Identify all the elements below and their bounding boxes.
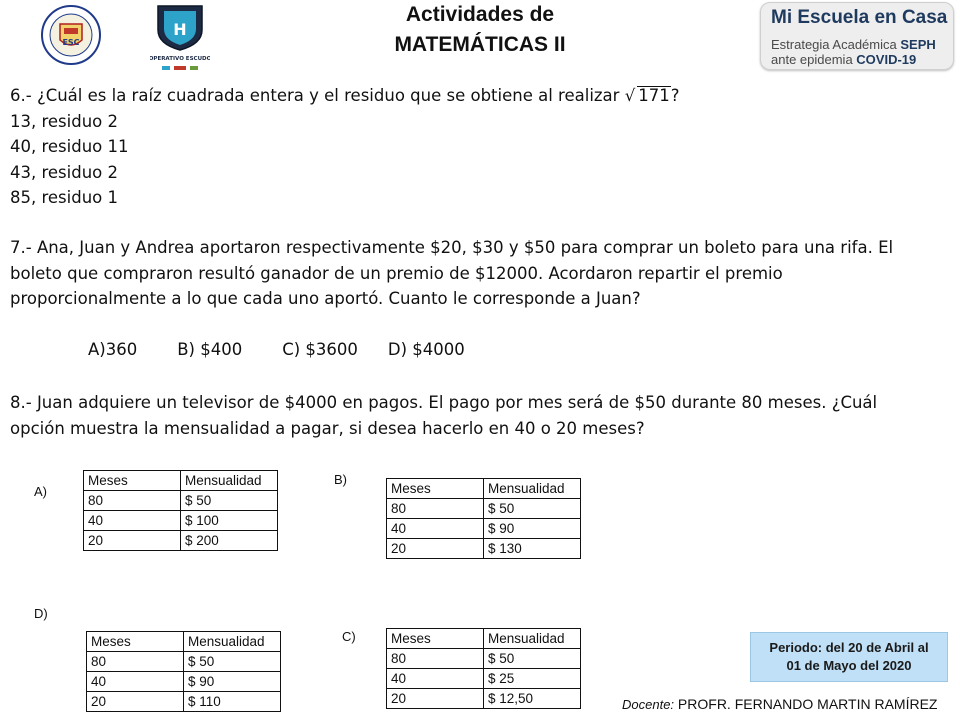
table-row: Meses Mensualidad xyxy=(387,629,581,649)
docente-label: Docente: xyxy=(622,697,675,712)
option-c: C) $3600 xyxy=(282,340,358,359)
table-row: Meses Mensualidad xyxy=(87,632,281,652)
table-a xyxy=(83,470,278,551)
table-row: 80 $ 50 xyxy=(387,499,581,519)
question-6 xyxy=(10,83,679,211)
seal-logo-text: ESC xyxy=(62,38,80,47)
table-row: 80 $ 50 xyxy=(387,649,581,669)
title-line-1: Actividades de xyxy=(405,3,555,26)
badge-line-2: ante epidemia COVID-19 xyxy=(771,52,917,67)
question-6-answer-1: 13, residuo 2 xyxy=(10,111,119,131)
table-row: Meses Mensualidad xyxy=(387,479,581,499)
table-row: 80 $ 50 xyxy=(84,491,278,511)
table-row: 40 $ 90 xyxy=(387,519,581,539)
table-d xyxy=(86,631,281,712)
operativo-escudo-logo xyxy=(150,2,210,76)
mi-escuela-en-casa-badge xyxy=(760,2,954,70)
periodo-line-2: 01 de Mayo del 2020 xyxy=(786,658,912,673)
table-row: 20 $ 200 xyxy=(84,531,278,551)
table-b-label: B) xyxy=(334,472,347,487)
question-7-line-2: boleto que compraron resultó ganador de un premio de $12000. Acordaron repartir el premio xyxy=(10,263,783,283)
title-line-2: MATEMÁTICAS II xyxy=(394,33,566,56)
badge-title: Mi Escuela en Casa xyxy=(771,7,948,28)
table-d-label: D) xyxy=(34,606,48,621)
radicand: 171 xyxy=(638,86,670,105)
page-title xyxy=(300,0,660,60)
table-row: 40 $ 90 xyxy=(87,672,281,692)
table-row: 20 $ 110 xyxy=(87,692,281,712)
badge-line-1: Estrategia Académica SEPH xyxy=(771,37,936,52)
option-b: B) $400 xyxy=(177,340,243,359)
periodo-box xyxy=(750,632,948,682)
table-c xyxy=(386,628,581,709)
school-seal-logo xyxy=(40,4,102,66)
svg-text:H: H xyxy=(173,20,187,39)
question-6-text: 6.- ¿Cuál es la raíz cuadrada entera y el residuo que se obtiene al realizar √ 171? xyxy=(10,86,680,105)
question-6-answer-3: 43, residuo 2 xyxy=(10,162,119,182)
square-root-sign: √ xyxy=(624,86,636,105)
table-row: 20 $ 12,50 xyxy=(387,689,581,709)
option-d: D) $4000 xyxy=(387,340,465,359)
question-7 xyxy=(10,235,893,312)
question-7-options xyxy=(88,337,505,362)
option-a: A)360 xyxy=(88,340,138,359)
table-c-label: C) xyxy=(342,629,356,644)
table-row: 40 $ 100 xyxy=(84,511,278,531)
table-row: 40 $ 25 xyxy=(387,669,581,689)
question-6-answer-4: 85, residuo 1 xyxy=(10,188,119,208)
periodo-line-1: Periodo: del 20 de Abril al xyxy=(769,640,929,655)
docente-name: PROFR. FERNANDO MARTIN RAMÍREZ xyxy=(674,696,938,712)
table-row: Meses Mensualidad xyxy=(84,471,278,491)
question-8-line-2: opción muestra la mensualidad a pagar, si desea hacerlo en 40 o 20 meses? xyxy=(10,418,645,438)
shield-logo-text: OPERATIVO ESCUDO xyxy=(150,56,210,62)
table-row: 80 $ 50 xyxy=(87,652,281,672)
docente-credit xyxy=(622,696,937,712)
question-7-line-1: 7.- Ana, Juan y Andrea aportaron respectivamente $20, $30 y $50 para comprar un boleto para una rifa. El xyxy=(10,238,894,257)
table-a-label: A) xyxy=(34,484,47,499)
table-row: 20 $ 130 xyxy=(387,539,581,559)
question-6-answer-2: 40, residuo 11 xyxy=(10,137,129,157)
table-b xyxy=(386,478,581,559)
question-7-line-3: proporcionalmente a lo que cada uno aportó. Cuanto le corresponde a Juan? xyxy=(10,289,641,309)
question-8 xyxy=(10,390,877,441)
question-8-line-1: 8.- Juan adquiere un televisor de $4000 en pagos. El pago por mes será de $50 durante 80 meses. ¿Cuál xyxy=(10,393,878,412)
